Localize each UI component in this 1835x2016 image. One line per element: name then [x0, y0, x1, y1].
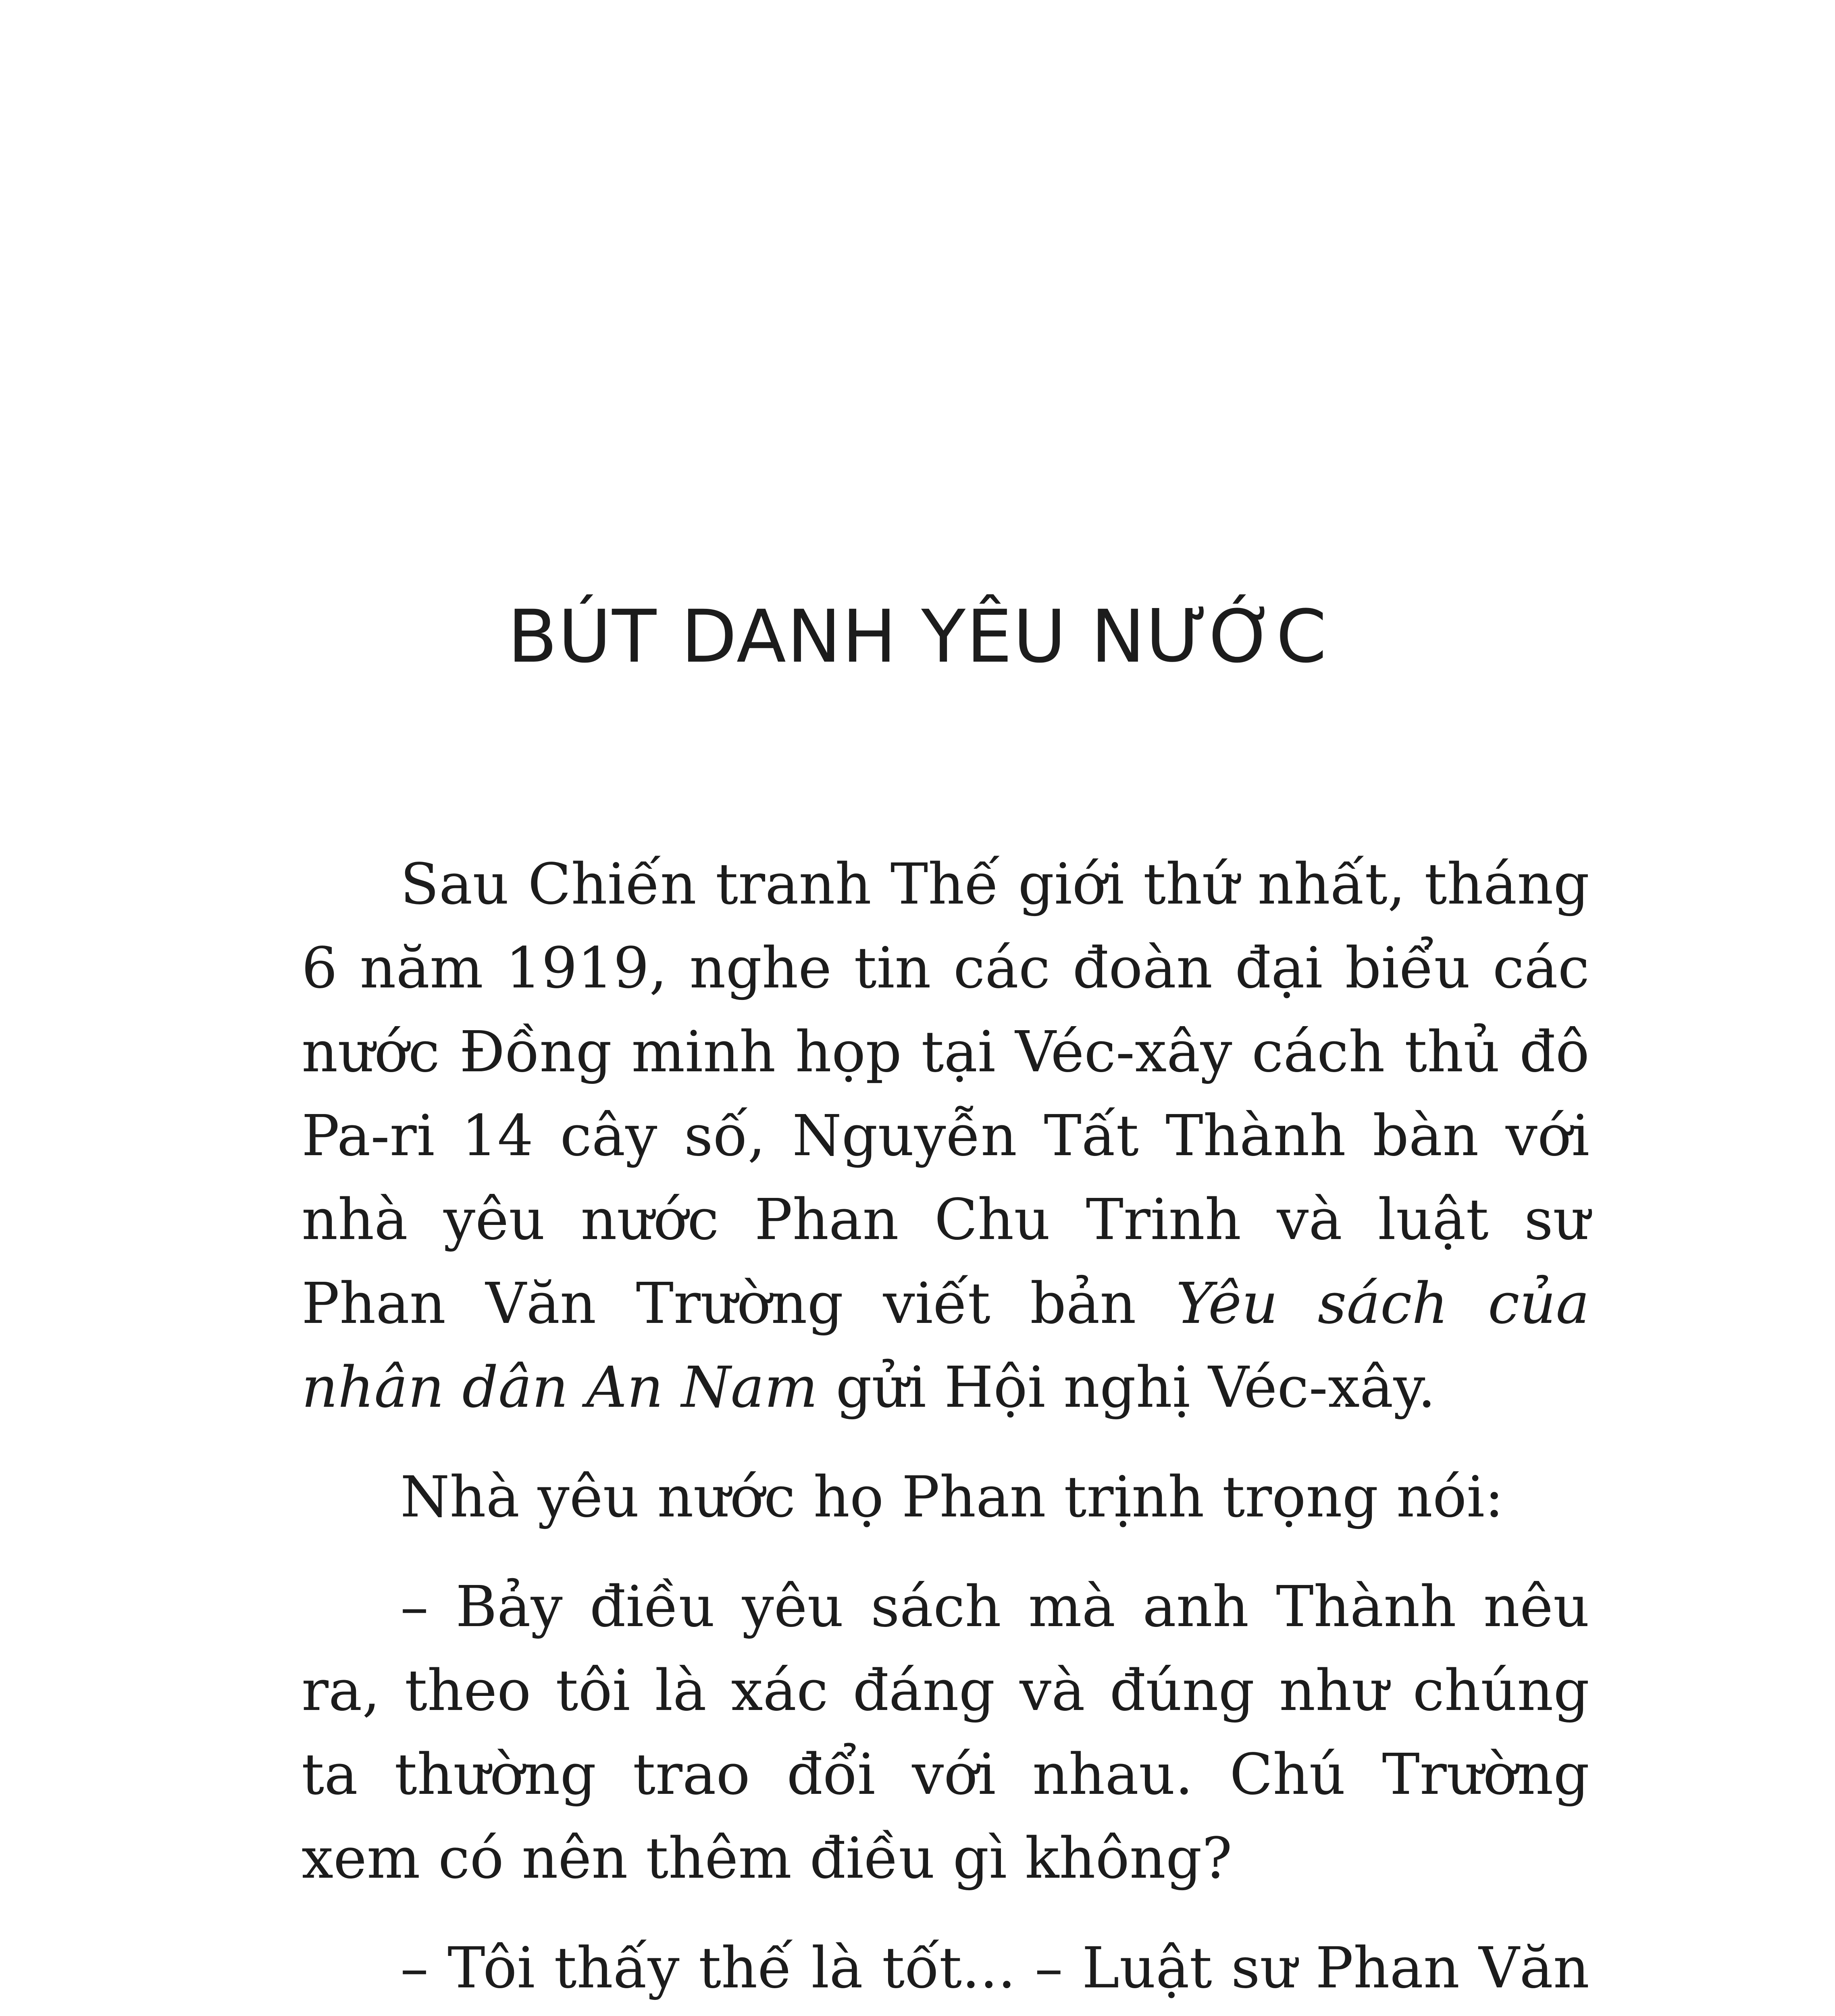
paragraph: – Tôi thấy thế là tốt... – Luật sư Phan Văn: [400, 1935, 1590, 2001]
paragraph: – Bảy điều yêu sách mà anh Thành nêu ra, theo tôi là xác đáng và đúng như chúng ta thường trao đổi với nhau. Chú Trường xem có nên thêm điều gì không?: [302, 1574, 1590, 1891]
paragraph-text: gửi Hội nghị Véc-xây.: [818, 1355, 1436, 1420]
italic-document-title: Yêu sách của nhân dân An Nam: [302, 1271, 1590, 1420]
body-text: [302, 843, 1590, 2016]
paragraph: [302, 843, 1590, 1430]
paragraph: Nhà yêu nước họ Phan trịnh trọng nói:: [400, 1464, 1504, 1530]
chapter-title: BÚT DANH YÊU NƯỚC: [508, 595, 1327, 679]
paragraph-text: Sau Chiến tranh Thế giới thứ nhất, tháng 6 năm 1919, nghe tin các đoàn đại biểu các nước Đồng minh họp tại Véc-xây cách thủ đô Pa-ri 14 cây số, Nguyễn Tất Thành bàn với nhà yêu nước Phan Chu Trinh và luật sư Phan Văn Trường viết bản: [302, 852, 1590, 1337]
